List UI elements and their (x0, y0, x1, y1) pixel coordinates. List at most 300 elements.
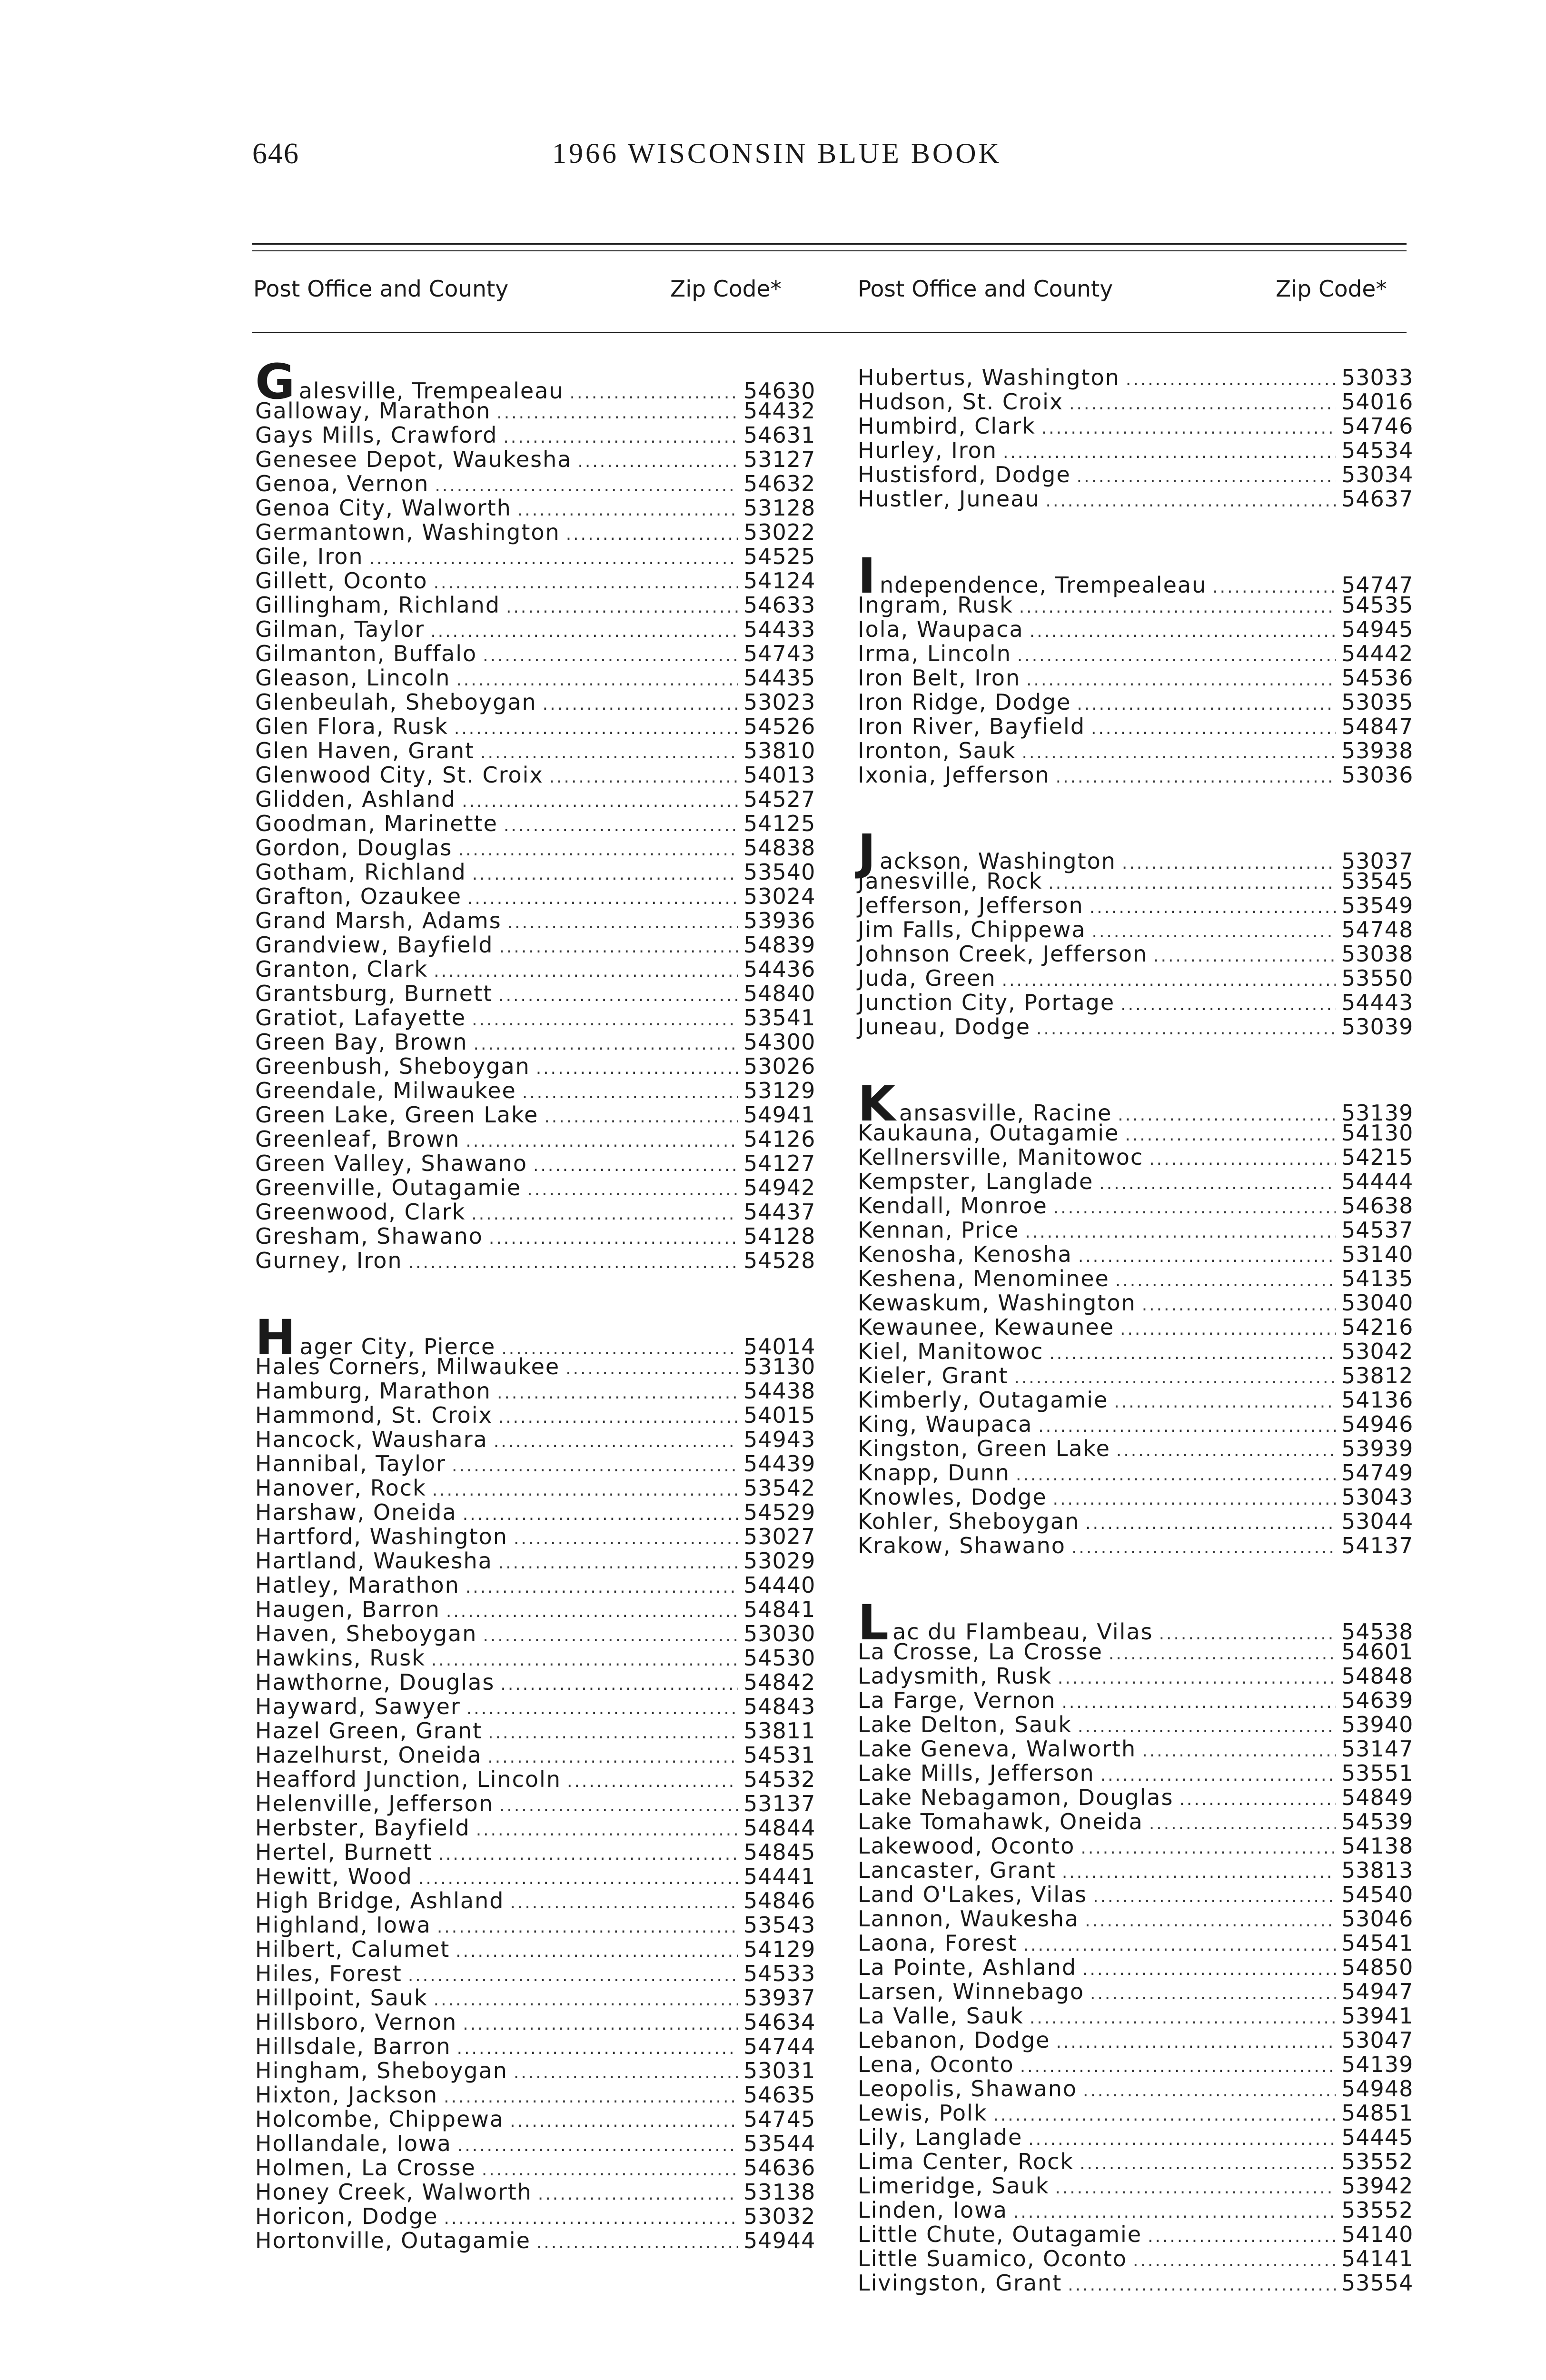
post-office-name (255, 1913, 431, 1937)
post-office-text: Juneau, Dodge (858, 1014, 1031, 1040)
list-item (858, 1411, 1414, 1437)
post-office-name (858, 2004, 1024, 2028)
post-office-name (255, 593, 500, 617)
dot-leader (527, 1178, 738, 1202)
dot-leader (1114, 1390, 1336, 1414)
list-item (858, 868, 1414, 894)
letter-section (858, 548, 1414, 788)
list-item (255, 1718, 816, 1744)
dot-leader (480, 741, 738, 765)
post-office-name (255, 1719, 482, 1743)
post-office-name (858, 1931, 1018, 1955)
post-office-text: Lake Delton, Sauk (858, 1712, 1072, 1737)
post-office-text: Gillett, Oconto (255, 568, 428, 594)
list-item (255, 956, 816, 982)
post-office-text: Lake Nebagamon, Douglas (858, 1785, 1174, 1810)
zip-code: 53138 (743, 2179, 816, 2205)
list-item (255, 1053, 816, 1079)
post-office-name (858, 2053, 1014, 2077)
list-item (858, 641, 1414, 666)
dot-leader (1036, 1017, 1336, 1041)
zip-code: 54636 (743, 2155, 816, 2181)
zip-code: 54845 (743, 1839, 816, 1865)
list-item (858, 941, 1414, 967)
post-office-text: Keshena, Menominee (858, 1266, 1110, 1291)
post-office-name (255, 545, 364, 569)
post-office-name (858, 2174, 1049, 2198)
dot-leader (472, 1008, 738, 1032)
zip-code: 54129 (743, 1936, 816, 1962)
post-office-text: Janesville, Rock (858, 868, 1043, 894)
post-office-text: Grandview, Bayfield (255, 932, 494, 958)
post-office-text: Hortonville, Outagamie (255, 2228, 531, 2253)
post-office-name (858, 991, 1115, 1015)
dot-leader (1026, 668, 1336, 692)
post-office-text: Jefferson, Jefferson (858, 892, 1084, 918)
post-office-name (858, 1785, 1173, 1810)
post-office-text: Junction City, Portage (858, 990, 1115, 1015)
zip-code: 54941 (743, 1102, 816, 1128)
post-office-name (255, 933, 494, 957)
zip-code: 53542 (743, 1475, 816, 1501)
list-item (255, 1524, 816, 1549)
zip-code: 53024 (743, 883, 816, 909)
post-office-name (255, 1792, 494, 1816)
zip-code: 54436 (743, 956, 816, 982)
dot-leader (482, 2158, 738, 2182)
zip-code: 53022 (743, 519, 816, 545)
post-office-name (255, 836, 453, 860)
post-office-name (255, 1646, 426, 1670)
list-item (858, 389, 1414, 415)
zip-code: 53030 (743, 1621, 816, 1646)
dot-leader (1120, 1317, 1336, 1341)
list-item (858, 1169, 1414, 1194)
list-item (858, 592, 1414, 618)
post-office-text: Hazelhurst, Oneida (255, 1742, 482, 1768)
post-office-text: Herbster, Bayfield (255, 1815, 470, 1841)
post-office-text: Harshaw, Oneida (255, 1499, 457, 1525)
zip-code: 54841 (743, 1597, 816, 1622)
post-office-name (255, 982, 493, 1006)
post-office-name (255, 1500, 457, 1525)
zip-code: 53127 (743, 446, 816, 472)
post-office-name (858, 366, 1120, 390)
post-office-text: Hamburg, Marathon (255, 1378, 491, 1404)
post-office-name (255, 2204, 438, 2229)
dot-leader (1049, 1341, 1336, 1366)
zip-code: 53813 (1341, 1857, 1414, 1883)
post-office-text: ackson, Washington (879, 848, 1116, 874)
post-office-name (858, 1242, 1072, 1267)
post-office-text: Iola, Waupaca (858, 616, 1024, 642)
post-office-name (255, 909, 502, 933)
zip-code: 54015 (743, 1402, 816, 1428)
post-office-name (858, 1437, 1110, 1461)
post-office-text: Heafford Junction, Lincoln (255, 1766, 561, 1792)
zip-code: 53552 (1341, 2197, 1414, 2223)
post-office-name (858, 1688, 1056, 1713)
post-office-text: Lebanon, Dodge (858, 2027, 1050, 2053)
zip-code: 53939 (1341, 1436, 1414, 1461)
post-office-name (858, 487, 1040, 511)
post-office-text: Goodman, Marinette (255, 811, 498, 836)
post-office-name (858, 739, 1016, 763)
dot-leader (456, 668, 738, 692)
zip-code: 53034 (1341, 462, 1414, 487)
dot-leader (577, 449, 738, 474)
dot-leader (567, 1769, 738, 1794)
post-office-name (255, 1054, 530, 1079)
dot-leader (457, 2036, 738, 2061)
post-office-text: Ixonia, Jefferson (858, 762, 1050, 788)
dot-leader (498, 1405, 738, 1429)
post-office-name (858, 1834, 1075, 1858)
post-office-text: Haugen, Barron (255, 1597, 440, 1622)
zip-code: 54633 (743, 592, 816, 618)
list-item (858, 2027, 1414, 2053)
dot-leader (536, 1056, 738, 1081)
list-item (858, 1833, 1414, 1859)
post-office-text: Greendale, Milwaukee (255, 1078, 516, 1103)
list-item (255, 2228, 816, 2253)
post-office-text: Gilmanton, Buffalo (255, 641, 477, 666)
list-item (858, 1809, 1414, 1835)
post-office-text: Kingston, Green Lake (858, 1436, 1110, 1461)
dot-leader (1125, 1123, 1336, 1147)
post-office-text: Gotham, Richland (255, 859, 466, 885)
post-office-name (255, 1355, 560, 1379)
list-item (255, 1839, 816, 1865)
post-office-text: Lily, Langlade (858, 2124, 1023, 2150)
dot-leader (1142, 1739, 1336, 1763)
zip-code: 54842 (743, 1669, 816, 1695)
zip-code: 54947 (1341, 1979, 1414, 2004)
post-office-name (255, 1428, 488, 1452)
dot-leader (1003, 440, 1336, 465)
list-item (255, 2131, 816, 2156)
zip-code: 53549 (1341, 892, 1414, 918)
dot-leader (430, 619, 738, 644)
zip-code: 53040 (1341, 1290, 1414, 1316)
zip-code: 54016 (1341, 389, 1414, 415)
post-office-text: Hustler, Juneau (858, 486, 1040, 512)
zip-code: 54437 (743, 1199, 816, 1225)
dot-leader (1080, 2152, 1336, 2176)
list-item (858, 462, 1414, 487)
post-office-text: Hudson, St. Croix (858, 389, 1064, 415)
zip-code: 54851 (1341, 2100, 1414, 2126)
list-item (858, 1857, 1414, 1883)
zip-code: 54541 (1341, 1930, 1414, 1956)
post-office-name (858, 942, 1148, 966)
post-office-text: Gresham, Shawano (255, 1223, 483, 1249)
zip-code: 53938 (1341, 738, 1414, 764)
post-office-name (858, 1121, 1119, 1145)
dot-leader (1120, 992, 1336, 1017)
dot-leader (483, 644, 738, 668)
zip-code: 54631 (743, 422, 816, 448)
dot-leader (514, 2061, 738, 2085)
zip-code: 53811 (743, 1718, 816, 1744)
list-item (255, 1451, 816, 1477)
dot-leader (408, 1250, 738, 1275)
list-item (255, 568, 816, 594)
post-office-text: Glenwood City, St. Croix (255, 762, 544, 788)
zip-code: 54537 (1341, 1217, 1414, 1243)
post-office-text: Kaukauna, Outagamie (858, 1120, 1120, 1146)
list-item (255, 1102, 816, 1128)
post-office-name (858, 2150, 1074, 2174)
list-item (858, 965, 1414, 991)
list-item (858, 917, 1414, 942)
post-office-text: Hancock, Waushara (255, 1427, 488, 1452)
list-item (255, 544, 816, 569)
post-office-name (255, 690, 537, 714)
post-office-text: Hollandale, Iowa (255, 2131, 452, 2156)
post-office-text: alesville, Trempealeau (298, 378, 564, 404)
zip-code: 54438 (743, 1378, 816, 1404)
post-office-text: Grand Marsh, Adams (255, 908, 502, 933)
post-office-name (255, 1743, 482, 1767)
dot-leader (1082, 1957, 1336, 1982)
list-item (255, 1378, 816, 1404)
post-office-name (858, 966, 996, 991)
zip-code: 54443 (1341, 990, 1414, 1015)
list-item (255, 762, 816, 788)
post-office-text: Kimberly, Outagamie (858, 1387, 1109, 1413)
dot-leader (408, 1964, 738, 1988)
zip-code: 53037 (1341, 848, 1414, 874)
post-office-name (255, 2229, 531, 2253)
list-item (858, 1882, 1414, 1907)
dot-leader (1062, 1860, 1336, 1884)
post-office-text: Jim Falls, Chippewa (858, 917, 1086, 942)
dot-leader (538, 2182, 738, 2206)
post-office-name (255, 860, 466, 884)
zip-code: 54126 (743, 1126, 816, 1152)
zip-code: 54300 (743, 1029, 816, 1055)
dot-leader (1179, 1787, 1336, 1812)
list-item (858, 2052, 1414, 2077)
zip-code: 53046 (1341, 1906, 1414, 1932)
post-office-name (255, 1573, 460, 1597)
list-item (255, 1597, 816, 1622)
list-item (255, 1766, 816, 1792)
post-office-name (858, 2198, 1008, 2222)
post-office-text: Grantsburg, Burnett (255, 981, 493, 1006)
zip-code: 53137 (743, 1791, 816, 1816)
post-office-text: Greenville, Outagamie (255, 1175, 522, 1200)
post-office-text: Helenville, Jefferson (255, 1791, 494, 1816)
dot-leader (1028, 2127, 1336, 2152)
dot-leader (1080, 1836, 1336, 1860)
post-office-name (255, 739, 475, 763)
dot-leader (1078, 1715, 1336, 1739)
post-office-text: Lancaster, Grant (858, 1857, 1056, 1883)
post-office-name (255, 1622, 477, 1646)
post-office-text: Ironton, Sauk (858, 738, 1016, 764)
post-office-name (255, 1889, 504, 1913)
zip-code: 53147 (1341, 1736, 1414, 1762)
post-office-name (858, 463, 1071, 487)
dot-leader (507, 911, 738, 935)
dot-leader (1148, 2224, 1336, 2249)
zip-code: 53043 (1341, 1484, 1414, 1510)
section-initial-letter: G (255, 354, 296, 410)
dot-leader (1020, 2054, 1336, 2079)
zip-code: 54216 (1341, 1314, 1414, 1340)
zip-code: 54442 (1341, 641, 1414, 666)
post-office-name (858, 2077, 1077, 2101)
dot-leader (1041, 416, 1336, 440)
dot-leader (506, 595, 738, 619)
post-office-name (255, 1403, 493, 1428)
right-place-heading: Post Office and County (858, 276, 1113, 302)
list-item (255, 1005, 816, 1031)
list-item (255, 981, 816, 1006)
left-zip-heading: Zip Code* (670, 276, 782, 302)
post-office-text: La Crosse, La Crosse (858, 1639, 1103, 1665)
zip-code: 54014 (743, 1334, 816, 1359)
list-item (255, 1961, 816, 1986)
post-office-text: Kohler, Sheboygan (858, 1508, 1080, 1534)
zip-code: 54749 (1341, 1460, 1414, 1486)
list-item (255, 1864, 816, 1889)
post-office-name (255, 1695, 461, 1719)
dot-leader (472, 862, 738, 886)
post-office-text: Lake Tomahawk, Oneida (858, 1809, 1143, 1835)
list-item (255, 1985, 816, 2011)
zip-code: 54439 (743, 1451, 816, 1477)
post-office-name (255, 1549, 493, 1573)
post-office-name (255, 1176, 521, 1200)
post-office-text: Hazel Green, Grant (255, 1718, 483, 1744)
list-item (858, 2003, 1414, 2029)
post-office-text: Gurney, Iron (255, 1248, 403, 1273)
zip-code: 54136 (1341, 1387, 1414, 1413)
list-item (255, 665, 816, 691)
post-office-text: Glen Flora, Rusk (255, 714, 448, 739)
post-office-name (255, 423, 497, 447)
zip-code: 53128 (743, 495, 816, 521)
dot-leader (500, 1672, 738, 1696)
zip-code: 54948 (1341, 2076, 1414, 2102)
post-office-name (858, 1170, 1093, 1194)
zip-code: 54942 (743, 1175, 816, 1200)
post-office-text: Little Suamico, Oconto (858, 2246, 1127, 2271)
zip-code: 54536 (1341, 665, 1414, 691)
list-item (255, 616, 816, 642)
post-office-name (858, 1713, 1072, 1737)
list-item (255, 786, 816, 812)
zip-code: 54844 (743, 1815, 816, 1841)
post-office-text: Gays Mills, Crawford (255, 422, 498, 448)
dot-leader (444, 2085, 738, 2109)
dot-leader (1046, 489, 1336, 513)
post-office-name (255, 1079, 516, 1103)
list-item (858, 1663, 1414, 1689)
list-item (858, 2246, 1414, 2271)
list-item (255, 519, 816, 545)
post-office-text: Kellnersville, Manitowoc (858, 1144, 1144, 1170)
list-item (255, 1029, 816, 1055)
zip-code: 54746 (1341, 413, 1414, 439)
list-item (858, 1076, 1414, 1132)
post-office-text: Glidden, Ashland (255, 786, 456, 812)
zip-code: 54128 (743, 1223, 816, 1249)
post-office-name (255, 1670, 495, 1695)
list-item (255, 1791, 816, 1816)
list-item (858, 1712, 1414, 1737)
post-office-name (858, 1955, 1077, 1980)
zip-code: 53544 (743, 2131, 816, 2156)
zip-code: 54526 (743, 714, 816, 739)
post-office-text: Highland, Iowa (255, 1912, 431, 1938)
dot-leader (544, 1105, 738, 1129)
post-office-name (858, 1883, 1087, 1907)
header-rule-thin (252, 250, 1407, 251)
list-item (858, 1687, 1414, 1713)
zip-code: 54744 (743, 2033, 816, 2059)
post-office-text: Gleason, Lincoln (255, 665, 451, 691)
list-item (858, 2076, 1414, 2102)
list-item (858, 1533, 1414, 1558)
list-item (255, 1815, 816, 1841)
list-item (255, 2155, 816, 2181)
list-item (858, 1736, 1414, 1762)
dot-leader (543, 692, 738, 716)
dot-leader (1048, 871, 1336, 895)
post-office-name (858, 414, 1036, 438)
post-office-text: Genoa, Vernon (255, 471, 429, 496)
zip-code: 53035 (1341, 689, 1414, 715)
zip-code: 53936 (743, 908, 816, 933)
dot-leader (1061, 1690, 1336, 1715)
list-item (255, 2058, 816, 2083)
dot-leader (1069, 392, 1336, 416)
dot-leader (1142, 1293, 1336, 1317)
list-item (255, 1309, 816, 1366)
post-office-name (858, 1907, 1079, 1931)
post-office-text: Hingham, Sheboygan (255, 2058, 508, 2083)
post-office-text: Lakewood, Oconto (858, 1833, 1075, 1859)
list-item (858, 1266, 1414, 1291)
post-office-name (255, 1767, 561, 1792)
post-office-name (255, 1200, 466, 1224)
list-item (255, 1669, 816, 1695)
list-item (255, 592, 816, 618)
post-office-name (255, 496, 512, 520)
post-office-text: Ingram, Rusk (858, 592, 1013, 618)
post-office-text: Hawthorne, Douglas (255, 1669, 495, 1695)
post-office-name (255, 1249, 403, 1273)
list-item (858, 1217, 1414, 1243)
list-item (858, 990, 1414, 1015)
dot-leader (496, 401, 738, 425)
list-item (255, 1402, 816, 1428)
dot-leader (471, 1202, 738, 1226)
post-office-text: Kempster, Langlade (858, 1169, 1094, 1194)
zip-code: 54839 (743, 932, 816, 958)
zip-code: 54838 (743, 835, 816, 861)
post-office-name (255, 2107, 504, 2132)
list-item (255, 2203, 816, 2229)
zip-code: 54540 (1341, 1882, 1414, 1907)
post-office-text: Hammond, St. Croix (255, 1402, 493, 1428)
post-office-name (858, 1980, 1084, 2004)
list-item (858, 2149, 1414, 2174)
